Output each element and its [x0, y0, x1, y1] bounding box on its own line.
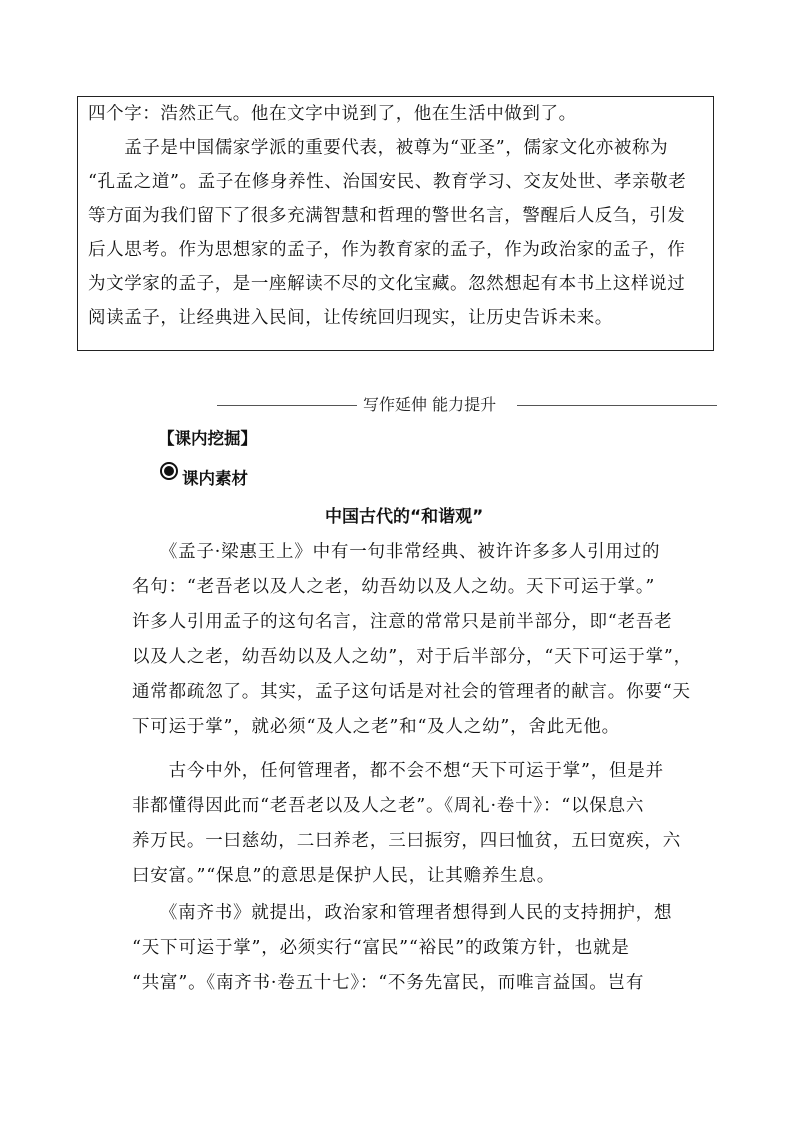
paragraph-line: 曰安富。”“保息”的意思是保护人民，让其赡养生息。	[132, 866, 556, 886]
box-line: 四个字：浩然正气。他在文字中说到了，他在生活中做到了。	[88, 104, 577, 124]
paragraph-line: 《孟子·梁惠王上》中有一句非常经典、被许许多多人引用过的	[132, 542, 661, 562]
box-line: 阅读孟子，让经典进入民间，让传统回归现实，让历史告诉未来。	[88, 308, 613, 328]
box-line: 后人思考。作为思想家的孟子，作为教育家的孟子，作为政治家的孟子，作	[88, 240, 686, 260]
box-line: 等方面为我们留下了很多充满智慧和哲理的警世名言，警醒后人反刍，引发	[88, 206, 686, 226]
section-heading: 【课内挖掘】	[158, 429, 257, 448]
paragraph-line: 下可运于掌”，就必须“及人之老”和“及人之幼”，舍此无他。	[132, 717, 620, 737]
paragraph-line: 养万民。一曰慈幼，二曰养老，三曰振穷，四曰恤贫，五曰宽疾，六	[132, 831, 681, 851]
divider-rule-right	[517, 405, 717, 406]
box-line: 为文学家的孟子，是一座解读不尽的文化宝藏。忽然想起有本书上这样说过	[88, 274, 686, 294]
section-divider	[217, 394, 717, 416]
quoted-passage-box	[77, 96, 714, 351]
paragraph-line: 《南齐书》就提出，政治家和管理者想得到人民的支持拥护，想	[132, 903, 673, 923]
paragraph-line: “共富”。《南齐书·卷五十七》：“不务先富民，而唯言益国。岂有	[132, 973, 645, 993]
article-title: 中国古代的“和谐观”	[325, 507, 484, 527]
paragraph-line: 通常都疏忽了。其实，孟子这句话是对社会的管理者的献言。你要“天	[132, 682, 691, 702]
subheading: 课内素材	[182, 469, 248, 488]
paragraph-line: 名句：“老吾老以及人之老，幼吾幼以及人之幼。天下可运于掌。”	[132, 577, 656, 597]
paragraph-line: 以及人之老，幼吾幼以及人之幼”，对于后半部分，“天下可运于掌”，	[132, 647, 692, 667]
box-line: “孔孟之道”。孟子在修身养性、治国安民、教育学习、交友处世、孝亲敬老	[88, 172, 687, 192]
paragraph-line: 非都懂得因此而“老吾老以及人之老”。《周礼·卷十》：“以保息六	[132, 796, 645, 816]
box-line: 孟子是中国儒家学派的重要代表，被尊为“亚圣”，儒家文化亦被称为	[88, 138, 669, 158]
divider-rule-left	[217, 405, 357, 406]
paragraph-line: “天下可运于掌”，必须实行“富民”“裕民”的政策方针，也就是	[132, 938, 630, 958]
paragraph-line: 许多人引用孟子的这句名言，注意的常常只是前半部分，即“老吾老	[132, 612, 673, 632]
section-divider-title: 写作延伸 能力提升	[363, 395, 497, 414]
paragraph-line: 古今中外，任何管理者，都不会不想“天下可运于掌”，但是并	[132, 761, 664, 781]
filled-circle-bullet-icon	[160, 462, 178, 480]
